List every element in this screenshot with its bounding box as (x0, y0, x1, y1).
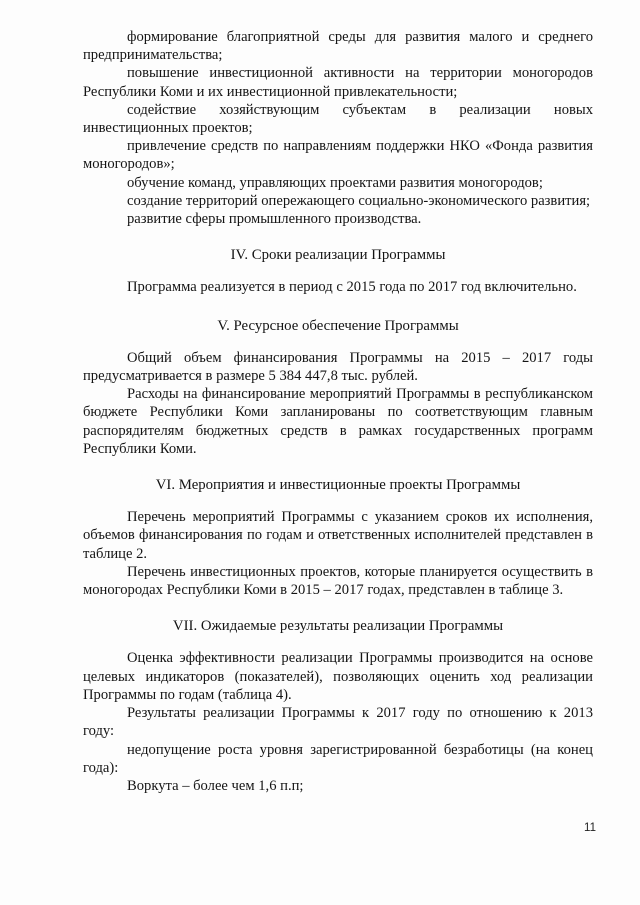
section-7-paragraph-2: Результаты реализации Программы к 2017 году по отношению к 2013 году: (83, 705, 593, 740)
goal-item-advanced-territories: создание территорий опережающего социально-экономического развития; (127, 192, 591, 209)
section-4-heading: IV. Сроки реализации Программы (230, 247, 446, 264)
section-7-paragraph-3: недопущение роста уровня зарегистрированной безработицы (на конец года): (83, 741, 593, 776)
goal-item-fund-attraction: привлечение средств по направлениям поддержки НКО «Фонда развития моногородов»; (83, 138, 593, 173)
section-7-paragraph-4: Воркута – более чем 1,6 п.п; (127, 777, 304, 794)
section-4-paragraph: Программа реализуется в период с 2015 года по 2017 год включительно. (127, 279, 577, 296)
section-6-paragraph-2: Перечень инвестиционных проектов, которые планируется осуществить в моногородах Республики Коми в 2015 – 2017 годах, представлен в таблице 3. (83, 563, 593, 599)
section-5-paragraph-1: Общий объем финансирования Программы на 2015 – 2017 годы предусматривается в размере 5 384 447,8 тыс. рублей. (83, 349, 593, 385)
section-5-heading: V. Ресурсное обеспечение Программы (217, 317, 459, 334)
section-5-paragraph-2: Расходы на финансирование мероприятий Программы в республиканском бюджете Республики Коми запланированы по соответствующим главным распорядителям бюджетных средств в рамках государственных программ Республики Коми. (83, 386, 593, 457)
goal-item-investment-activity: повышение инвестиционной активности на территории моногородов Республики Коми и их инвестиционной привлекательности; (83, 65, 593, 100)
page-number: 11 (584, 822, 596, 834)
goal-item-business-support: содействие хозяйствующим субъектам в реализации новых инвестиционных проектов; (83, 101, 593, 137)
section-7-heading: VII. Ожидаемые результаты реализации Программы (172, 618, 504, 635)
section-6-paragraph-1: Перечень мероприятий Программы с указанием сроков их исполнения, объемов финансирования по годам и ответственных исполнителей представлен в таблице 2. (83, 509, 593, 562)
goal-item-industry: развитие сферы промышленного производства. (127, 211, 422, 228)
goal-item-sme: формирование благоприятной среды для развития малого и среднего предпринимательства; (83, 29, 593, 64)
section-6-heading: VI. Мероприятия и инвестиционные проекты Программы (155, 477, 521, 494)
section-7-paragraph-1: Оценка эффективности реализации Программы производится на основе целевых индикаторов (показателей), позволяющих оценить ход реализации Программы по годам (таблица 4). (83, 650, 593, 703)
document-body (83, 28, 593, 795)
goal-item-team-training: обучение команд, управляющих проектами развития моногородов; (127, 174, 543, 191)
